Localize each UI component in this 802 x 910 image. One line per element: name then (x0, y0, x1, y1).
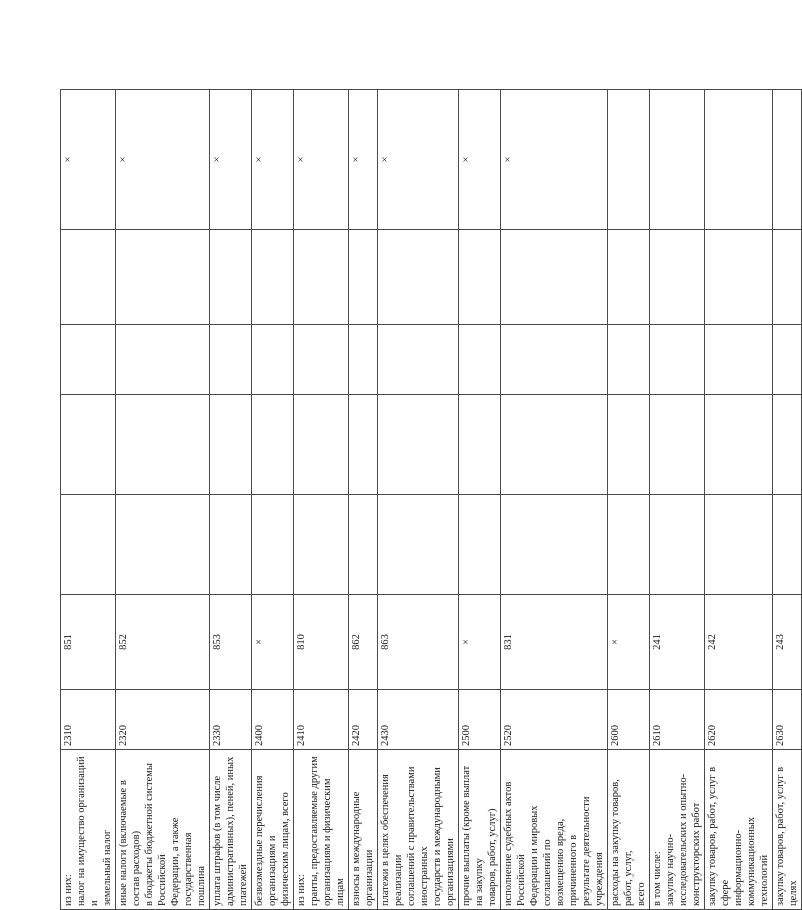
row-name-line: товаров, работ, услуг) (487, 808, 498, 906)
table-row (378, 90, 459, 910)
row-mark-cell (608, 90, 650, 230)
row-value-cell (773, 395, 802, 495)
row-value-cell (378, 230, 459, 325)
row-code-cell: 2330 (210, 690, 252, 750)
row-value-cell (608, 395, 650, 495)
row-value-cell (650, 395, 705, 495)
row-mark-cell: × (294, 90, 349, 230)
row-value-cell (210, 325, 252, 395)
table-row (349, 90, 378, 910)
row-value-cell (116, 230, 210, 325)
row-code-cell: 2410 (294, 690, 349, 750)
row-name-line: Федерации, а также государственная (170, 817, 194, 906)
row-name-line: закупку научно-исследовательских и опытно- (665, 773, 689, 906)
row-mark-cell: × (61, 90, 116, 230)
row-name-line: технологий (759, 854, 770, 906)
row-mark-cell: × (252, 90, 294, 230)
row-value-cell (116, 325, 210, 395)
row-mark-cell: × (501, 90, 608, 230)
row-value-cell (116, 495, 210, 595)
row-value-cell (650, 495, 705, 595)
table-row (650, 90, 705, 910)
row-value-cell (61, 395, 116, 495)
row-name-line: платежи в целях обеспечения реализации (380, 774, 404, 906)
row-value-cell (294, 325, 349, 395)
row-value-cell (501, 230, 608, 325)
row-name-cell (349, 750, 378, 910)
row-name-line: закупку товаров, работ, услуг в сфере (707, 766, 731, 906)
row-name-cell (705, 750, 773, 910)
row-name-line: пошлина (196, 865, 207, 906)
table-row (705, 90, 773, 910)
row-value-cell (61, 230, 116, 325)
table-row (294, 90, 349, 910)
row-name-line: из них: (63, 874, 74, 906)
row-name-line: земельный налог (102, 829, 113, 906)
row-value-cell (650, 230, 705, 325)
row-name-line: исполнение судебных актов Российской (503, 781, 527, 906)
row-code-cell: 2520 (501, 690, 608, 750)
row-mark-cell: × (349, 90, 378, 230)
row-value-cell (252, 230, 294, 325)
row-value-cell (705, 230, 773, 325)
row-value-cell (378, 495, 459, 595)
row-code-cell: 2420 (349, 690, 378, 750)
row-name-cell (773, 750, 802, 910)
row-code-cell: 2500 (459, 690, 501, 750)
row-code-cell: 2430 (378, 690, 459, 750)
row-value-cell (773, 230, 802, 325)
row-code-cell: 2310 (61, 690, 116, 750)
row-kbk-cell: 863 (378, 595, 459, 690)
row-name-line: организациями (445, 838, 456, 906)
row-value-cell (459, 395, 501, 495)
row-value-cell (349, 495, 378, 595)
row-value-cell (294, 395, 349, 495)
row-value-cell (459, 230, 501, 325)
row-value-cell (294, 495, 349, 595)
table-row (501, 90, 608, 910)
budget-table (60, 89, 802, 910)
row-value-cell (61, 495, 116, 595)
row-value-cell (61, 325, 116, 395)
row-mark-cell (705, 90, 773, 230)
row-name-line: в бюджеты бюджетной системы Российской (144, 763, 168, 906)
row-name-cell (650, 750, 705, 910)
table-row (773, 90, 802, 910)
row-value-cell (349, 230, 378, 325)
row-kbk-cell: 862 (349, 595, 378, 690)
row-name-line: конструкторских работ (691, 802, 702, 906)
row-name-line: информационно-коммуникационных (733, 816, 757, 906)
row-name-line: безвозмездные перечисления организациям и (254, 775, 278, 906)
row-value-cell (252, 495, 294, 595)
row-value-cell (705, 495, 773, 595)
row-value-cell (378, 395, 459, 495)
row-name-cell (116, 750, 210, 910)
row-name-line: соглашений с правительствами иностранных (406, 766, 430, 906)
row-name-line: уплата штрафов (в том числе (212, 775, 223, 906)
row-kbk-cell: × (459, 595, 501, 690)
row-value-cell (210, 495, 252, 595)
row-value-cell (252, 325, 294, 395)
row-value-cell (116, 395, 210, 495)
row-value-cell (501, 395, 608, 495)
row-value-cell (773, 325, 802, 395)
row-kbk-cell: 852 (116, 595, 210, 690)
row-kbk-cell: 831 (501, 595, 608, 690)
row-name-cell (252, 750, 294, 910)
row-name-cell (61, 750, 116, 910)
row-value-cell (501, 325, 608, 395)
row-value-cell (378, 325, 459, 395)
row-kbk-cell: 810 (294, 595, 349, 690)
row-name-cell (501, 750, 608, 910)
row-code-cell: 2400 (252, 690, 294, 750)
row-name-line: всего (636, 882, 647, 906)
row-name-cell (378, 750, 459, 910)
row-name-cell (294, 750, 349, 910)
row-value-cell (459, 495, 501, 595)
row-mark-cell (650, 90, 705, 230)
row-value-cell (501, 495, 608, 595)
row-name-line: взносы в международные организации (351, 791, 375, 906)
row-name-line: результате деятельности учреждения (581, 796, 605, 906)
table-row (252, 90, 294, 910)
row-name-line: в том числе: (652, 851, 663, 906)
row-kbk-cell: 851 (61, 595, 116, 690)
row-value-cell (773, 495, 802, 595)
row-kbk-cell: × (252, 595, 294, 690)
row-value-cell (252, 395, 294, 495)
row-kbk-cell: 241 (650, 595, 705, 690)
table-row (608, 90, 650, 910)
row-mark-cell: × (459, 90, 501, 230)
row-code-cell: 2630 (773, 690, 802, 750)
row-value-cell (608, 325, 650, 395)
row-value-cell (349, 395, 378, 495)
row-value-cell (608, 230, 650, 325)
rotated-document (60, 90, 799, 910)
row-name-line: государств и международными (432, 767, 443, 906)
row-name-line: административных), пеней, иных платежей (225, 756, 249, 906)
row-name-cell (608, 750, 650, 910)
row-value-cell (608, 495, 650, 595)
table-row (116, 90, 210, 910)
row-kbk-cell: 242 (705, 595, 773, 690)
row-name-line: Федерации и мировых соглашений по (529, 805, 553, 906)
row-name-line: налог на имущество организаций и (76, 756, 100, 906)
table-row (61, 90, 116, 910)
row-mark-cell (773, 90, 802, 230)
table-row (459, 90, 501, 910)
row-value-cell (650, 325, 705, 395)
row-mark-cell: × (378, 90, 459, 230)
row-name-line: расходы на закупку товаров, работ, услуг, (610, 779, 634, 906)
row-code-cell: 2600 (608, 690, 650, 750)
row-name-cell (459, 750, 501, 910)
row-value-cell (349, 325, 378, 395)
row-kbk-cell: 853 (210, 595, 252, 690)
row-name-line: иные налоги (включаемые в состав расходов) (118, 780, 142, 906)
row-mark-cell: × (210, 90, 252, 230)
row-name-line: из них: (296, 874, 307, 906)
row-kbk-cell: × (608, 595, 650, 690)
row-value-cell (705, 395, 773, 495)
row-name-line: возмещению вреда, причиненного в (555, 818, 579, 906)
table-row (210, 90, 252, 910)
row-name-line: гранты, предоставляемые другим (309, 756, 320, 906)
row-value-cell (705, 325, 773, 395)
row-mark-cell: × (116, 90, 210, 230)
row-value-cell (294, 230, 349, 325)
row-name-line: организациям и физическим лицам (322, 778, 346, 906)
row-code-cell: 2610 (650, 690, 705, 750)
row-name-line: физическим лицам, всего (280, 792, 291, 906)
row-name-line: прочие выплаты (кроме выплат на закупку (461, 765, 485, 906)
row-name-line: закупку товаров, работ, услуг в целях (775, 766, 799, 906)
row-value-cell (210, 395, 252, 495)
row-code-cell: 2620 (705, 690, 773, 750)
row-value-cell (459, 325, 501, 395)
row-code-cell: 2320 (116, 690, 210, 750)
row-value-cell (210, 230, 252, 325)
row-kbk-cell: 243 (773, 595, 802, 690)
row-name-cell (210, 750, 252, 910)
